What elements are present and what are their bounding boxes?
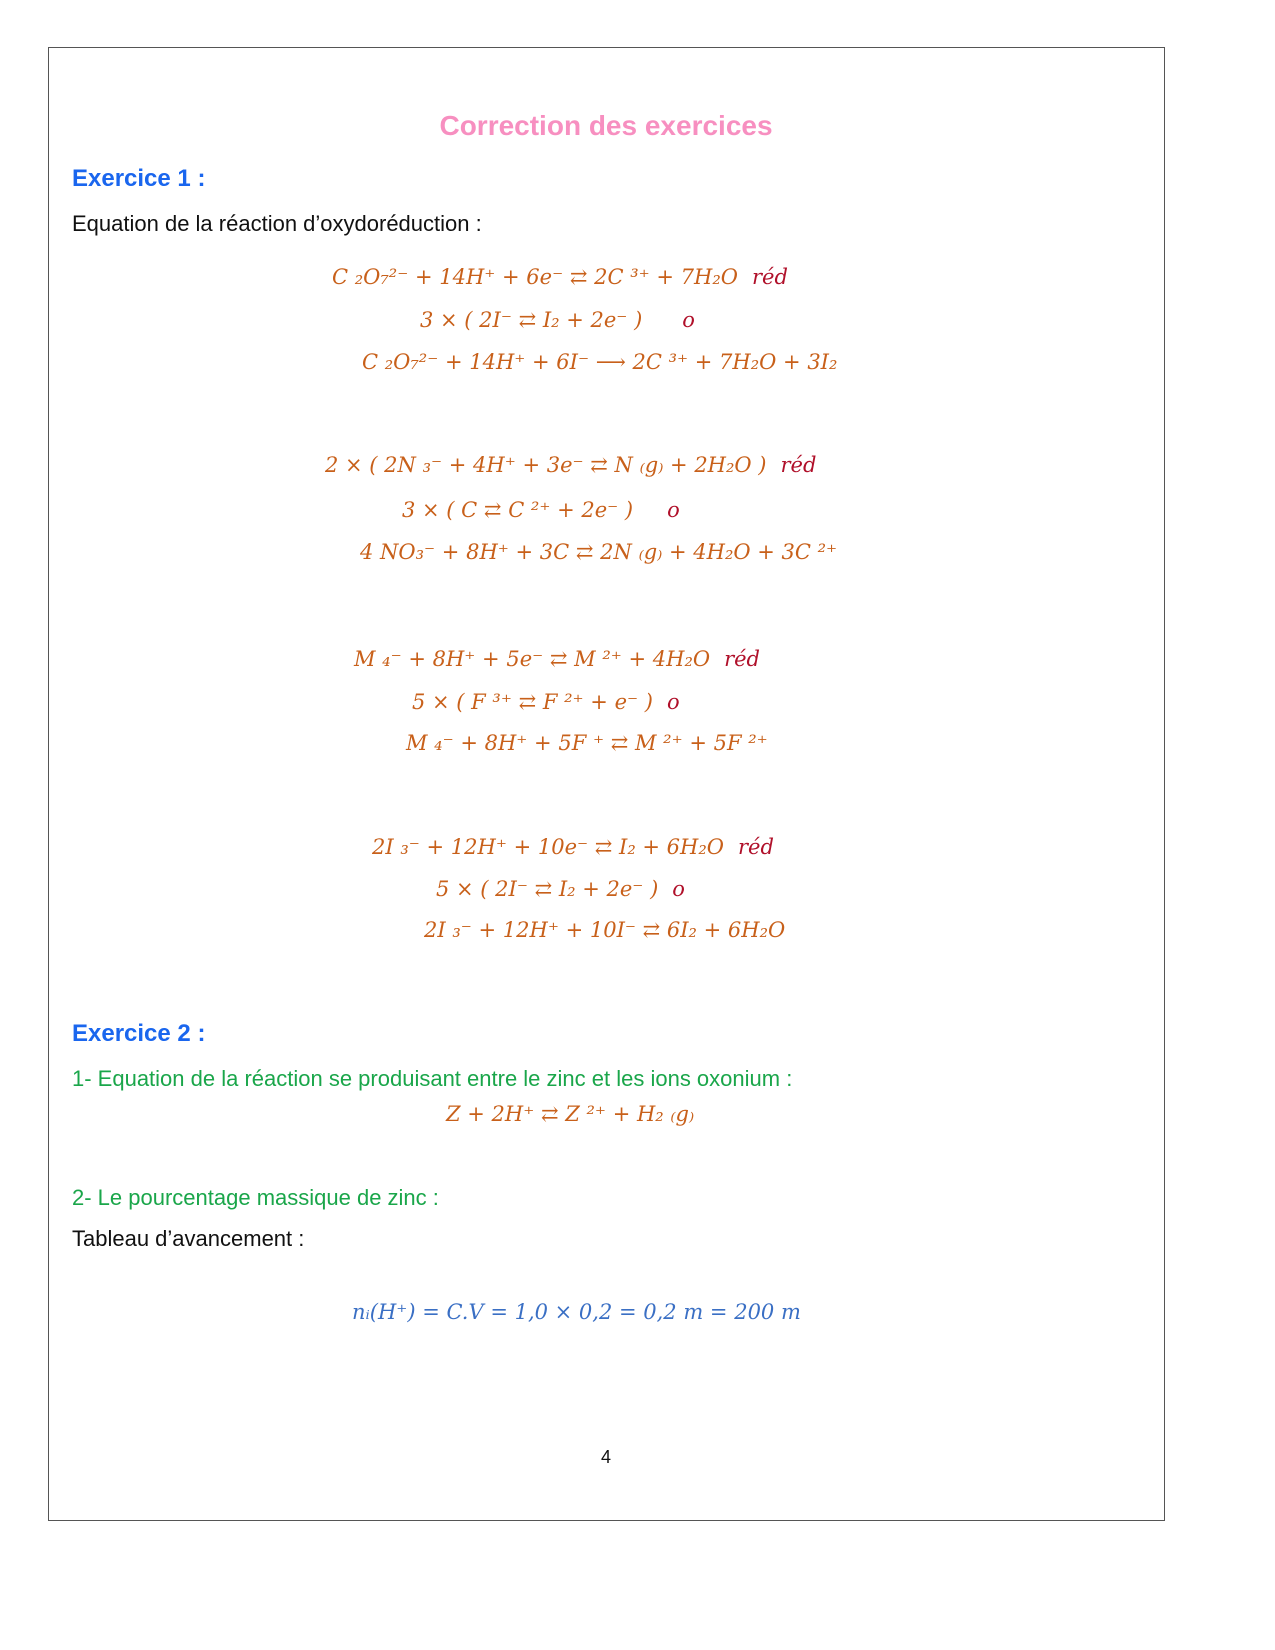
equation-line: M ₄⁻ + 8H⁺ + 5F ⁺ ⇄ M ²⁺ + 5F ²⁺: [406, 731, 768, 755]
exercise-1-heading: Exercice 1 :: [72, 165, 206, 192]
moles-equation: nᵢ(H⁺) = C.V = 1,0 × 0,2 = 0,2 m = 200 m: [352, 1300, 801, 1324]
equation-line: 2 × ( 2N ₃⁻ + 4H⁺ + 3e⁻ ⇄ N ₍g₎ + 2H₂O ) réd: [325, 453, 817, 477]
equation-line: 5 × ( 2I⁻ ⇄ I₂ + 2e⁻ ) o: [436, 877, 685, 901]
exercise-2-heading: Exercice 2 :: [72, 1020, 206, 1047]
exercise-1-intro: Equation de la réaction d’oxydoréduction :: [72, 211, 482, 236]
page-title: Correction des exercices: [439, 110, 773, 141]
zinc-equation: Z + 2H⁺ ⇄ Z ²⁺ + H₂ ₍g₎: [446, 1102, 695, 1126]
question-2: 2- Le pourcentage massique de zinc :: [72, 1185, 439, 1210]
question-1: 1- Equation de la réaction se produisant entre le zinc et les ions oxonium :: [72, 1066, 793, 1091]
equation-line: 2I ₃⁻ + 12H⁺ + 10I⁻ ⇄ 6I₂ + 6H₂O: [424, 918, 786, 942]
equation-line: 3 × ( 2I⁻ ⇄ I₂ + 2e⁻ ) o: [420, 308, 695, 332]
tableau-label: Tableau d’avancement :: [72, 1226, 305, 1251]
equation-line: C ₂O₇²⁻ + 14H⁺ + 6I⁻ ⟶ 2C ³⁺ + 7H₂O + 3I₂: [362, 350, 838, 374]
equation-line: 5 × ( F ³⁺ ⇄ F ²⁺ + e⁻ ) o: [412, 690, 680, 714]
equation-line: C ₂O₇²⁻ + 14H⁺ + 6e⁻ ⇄ 2C ³⁺ + 7H₂O réd: [332, 265, 788, 289]
equation-line: 4 NO₃⁻ + 8H⁺ + 3C ⇄ 2N ₍g₎ + 4H₂O + 3C ²⁺: [360, 540, 838, 564]
page-number: 4: [600, 1447, 611, 1467]
equation-line: 2I ₃⁻ + 12H⁺ + 10e⁻ ⇄ I₂ + 6H₂O réd: [372, 835, 774, 859]
equation-line: 3 × ( C ⇄ C ²⁺ + 2e⁻ ) o: [402, 498, 680, 522]
equation-line: M ₄⁻ + 8H⁺ + 5e⁻ ⇄ M ²⁺ + 4H₂O réd: [354, 647, 761, 671]
